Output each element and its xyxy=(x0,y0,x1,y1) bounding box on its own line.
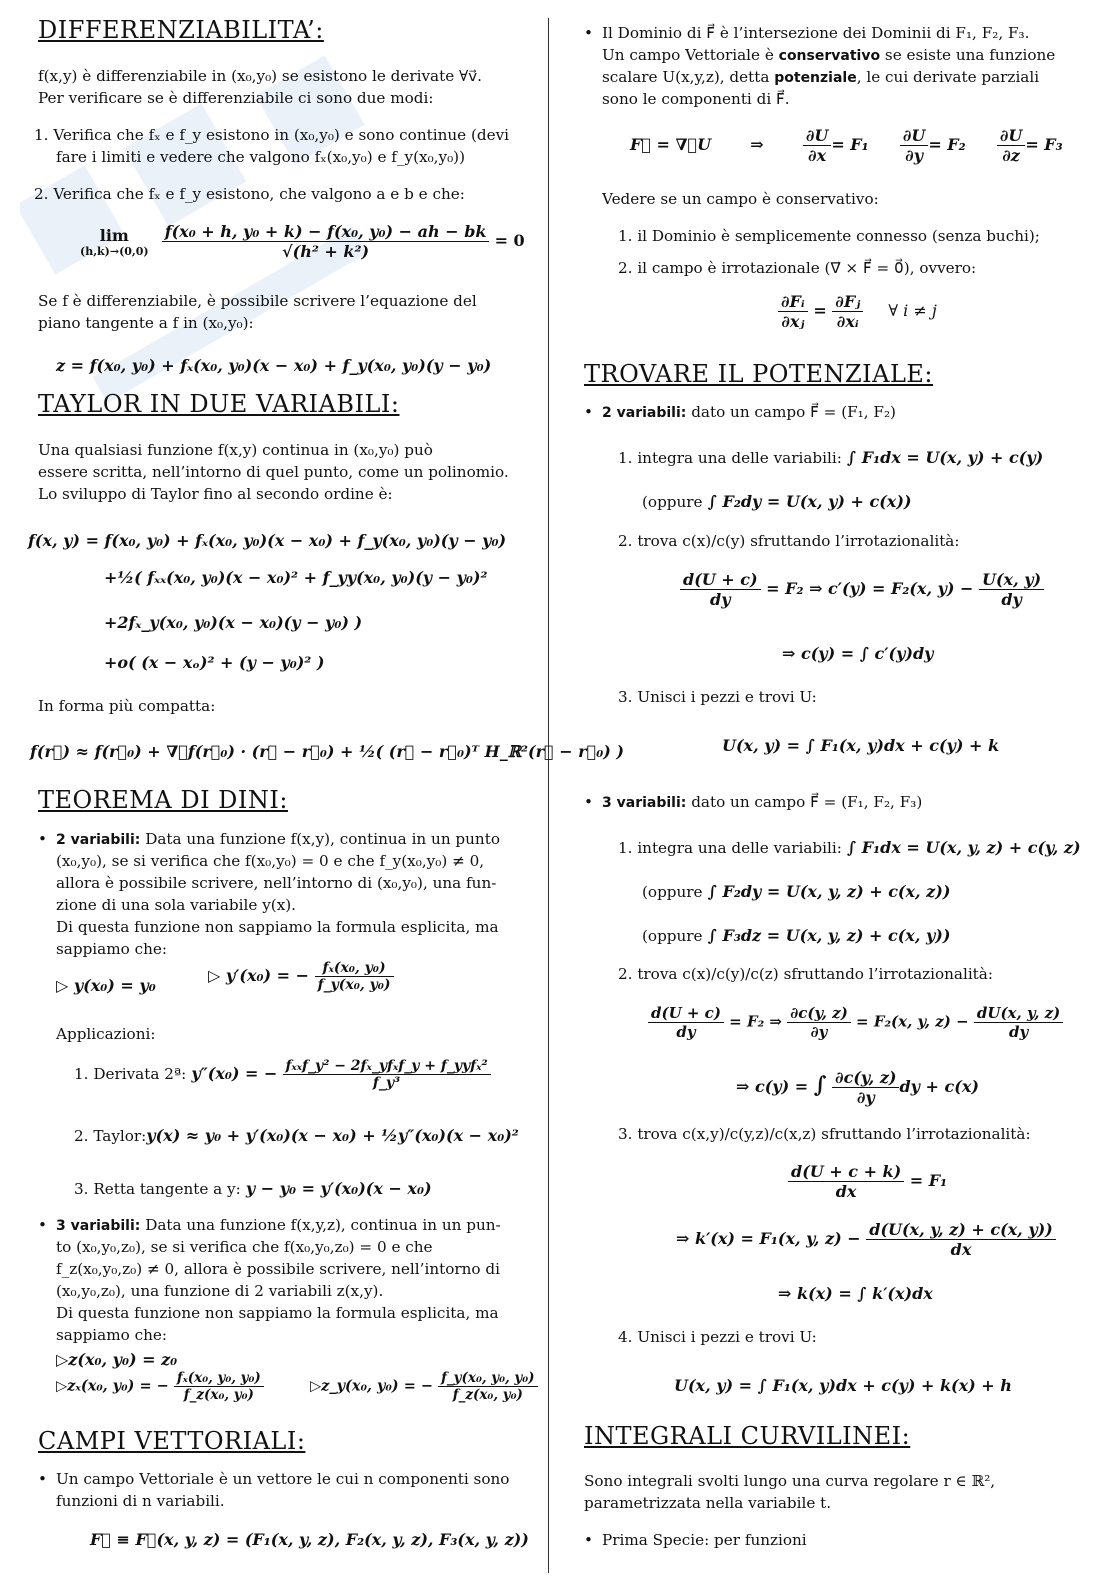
dini3-line-4: (x₀,y₀,z₀), una funzione di 2 variabili z(x,y). xyxy=(56,1282,384,1300)
app-1: 1. Derivata 2ª: y″(x₀) = − $\frac{\text{fₓₓf\_y² − 2fₓ\_yfₓf\_y + f\_yyfₓ²}}{\text{f\_y³}}$ xyxy=(74,1058,491,1091)
pot3-title: • 3 variabili: dato un campo F⃗ = (F₁, F₂, F₃) xyxy=(584,793,923,811)
pot3-step-4-formula: U(x, y) = ∫ F₁(x, y)dx + c(y) + k(x) + h xyxy=(674,1376,1012,1395)
tangent-plane-formula: z = f(x₀, y₀) + fₓ(x₀, y₀)(x − x₀) + f_y(x₀, y₀)(y − y₀) xyxy=(56,356,492,375)
campi-line-2: funzioni di n variabili. xyxy=(56,1492,225,1510)
diff-limit-formula xyxy=(80,222,525,261)
heading-integrali-curvilinei: INTEGRALI CURVILINEI: xyxy=(584,1422,911,1450)
pot3-step-4: 4. Unisci i pezzi e trovi U: xyxy=(618,1328,817,1346)
pot3-step-1: 1. integra una delle variabili: ∫ F₁dx = U(x, y, z) + c(y, z) xyxy=(618,838,1081,857)
taylor-text-4: In forma più compatta: xyxy=(38,697,216,715)
taylor-line-1: f(x, y) = f(x₀, y₀) + fₓ(x₀, y₀)(x − x₀) + f_y(x₀, y₀)(y − y₀) xyxy=(28,531,507,550)
diff-item-2: 2. Verifica che fₓ e f_y esistono, che valgono a e b e che: xyxy=(34,185,465,203)
diff-text-3b: piano tangente a f in (x₀,y₀): xyxy=(38,314,254,332)
dini2-line-2: (x₀,y₀), se si verifica che f(x₀,y₀) = 0 e che f_y(x₀,y₀) ≠ 0, xyxy=(56,852,485,870)
cons-item-2: 2. il campo è irrotazionale (∇⃗ × F⃗ = 0⃗), ovvero: xyxy=(618,259,977,277)
taylor-text-1: Una qualsiasi funzione f(x,y) continua in (x₀,y₀) può xyxy=(38,441,433,459)
dini2-line-6: sappiamo che: xyxy=(56,940,167,958)
dini2-line-5: Di questa funzione non sappiamo la formula esplicita, ma xyxy=(56,918,499,936)
diff-text-2: Per verificare se è differenziabile ci sono due modi: xyxy=(38,89,434,107)
pot3-step-2b: ⇒ c(y) = ∫ $\frac{\partial c(y, z)}{\partial y}$ dy + c(x) xyxy=(736,1068,979,1107)
taylor-compact-formula: f(r⃗) ≈ f(r⃗₀) + ∇⃗f(r⃗₀) · (r⃗ − r⃗₀) + ½( (r⃗ − r⃗₀)ᵀ H_ℝ²(r⃗ − r⃗₀) ) xyxy=(30,742,624,761)
lim-rhs: = 0 xyxy=(494,231,525,250)
pot2-title: • 2 variabili: dato un campo F⃗ = (F₁, F₂) xyxy=(584,403,896,421)
pot3-step-3b: ⇒ k′(x) = F₁(x, y, z) − $\frac{d(U(x, y, z) + c(x, y))}{dx}$ xyxy=(676,1220,1056,1259)
dini2-line-4: zione di una sola variabile y(x). xyxy=(56,896,297,914)
int-line-2: parametrizzata nella variabile t. xyxy=(584,1494,832,1512)
heading-campi-vettoriali: CAMPI VETTORIALI: xyxy=(38,1427,306,1455)
dini2-formula-1: ▷ y(x₀) = y₀ xyxy=(56,976,156,995)
campi-formula: F⃗ ≡ F⃗(x, y, z) = (F₁(x, y, z), F₂(x, y, z), F₃(x, y, z)) xyxy=(90,1530,529,1549)
pot3-step-2: 2. trova c(x)/c(y)/c(z) sfruttando l’irrotazionalità: xyxy=(618,965,993,983)
pot3-step-3-formula: $\frac{d(U + c + k)}{dx}$ = F₁ xyxy=(788,1162,947,1201)
pot2-step-2b: ⇒ c(y) = ∫ c′(y)dy xyxy=(782,644,934,663)
pot2-step-1b: (oppure ∫ F₂dy = U(x, y) + c(x)) xyxy=(642,492,912,511)
app-2: 2. Taylor:y(x) ≈ y₀ + y′(x₀)(x − x₀) + ½y″(x₀)(x − x₀)² xyxy=(74,1126,519,1145)
applicazioni-label: Applicazioni: xyxy=(56,1025,156,1043)
heading-differenziabilita: DIFFERENZIABILITA’: xyxy=(38,16,324,44)
dini3-formula-1: ▷z(x₀, y₀) = z₀ xyxy=(56,1350,178,1369)
dom-line-2: Un campo Vettoriale è conservativo se esiste una funzione xyxy=(602,46,1056,64)
cons-item-1: 1. il Dominio è semplicemente connesso (senza buchi); xyxy=(618,227,1040,245)
column-divider xyxy=(548,18,549,1573)
cons-title: Vedere se un campo è conservativo: xyxy=(602,190,879,208)
diff-item-1a: 1. Verifica che fₓ e f_y esistono in (x₀,y₀) e sono continue (devi xyxy=(34,126,510,144)
dom-line-3: scalare U(x,y,z), detta potenziale, le cui derivate parziali xyxy=(602,68,1040,86)
pot2-step-1: 1. integra una delle variabili: ∫ F₁dx = U(x, y) + c(y) xyxy=(618,448,1044,467)
lim-denominator: √(h² + k²) xyxy=(282,242,370,261)
lim-label: lim xyxy=(99,225,129,245)
dini3-line-2: to (x₀,y₀,z₀), se si verifica che f(x₀,y₀,z₀) = 0 e che xyxy=(56,1238,433,1256)
pot2-step-2-formula: $\frac{d(U + c)}{dy}$ = F₂ ⇒ c′(y) = F₂(x, y) − $\frac{U(x, y)}{dy}$ xyxy=(680,570,1044,609)
pot2-step-3-formula: U(x, y) = ∫ F₁(x, y)dx + c(y) + k xyxy=(722,736,1000,755)
heading-potenziale: TROVARE IL POTENZIALE: xyxy=(584,360,934,388)
lim-numerator: f(x₀ + h, y₀ + k) − f(x₀, y₀) − ah − bk xyxy=(162,222,490,242)
dom-line-1: • Il Dominio di F⃗ è l’intersezione dei Dominii di F₁, F₂, F₃. xyxy=(584,24,1030,42)
dom-line-4: sono le componenti di F⃗. xyxy=(602,90,790,108)
pot3-step-3: 3. trova c(x,y)/c(y,z)/c(x,z) sfruttando l’irrotazionalità: xyxy=(618,1125,1031,1143)
pot3-step-1c: (oppure ∫ F₃dz = U(x, y, z) + c(x, y)) xyxy=(642,926,951,945)
dini3-line-6: sappiamo che: xyxy=(56,1326,167,1344)
pot2-step-3: 3. Unisci i pezzi e trovi U: xyxy=(618,688,817,706)
int-bullet-1: • Prima Specie: per funzioni xyxy=(584,1531,807,1549)
heading-taylor: TAYLOR IN DUE VARIABILI: xyxy=(38,390,400,418)
dini3-line-5: Di questa funzione non sappiamo la formula esplicita, ma xyxy=(56,1304,499,1322)
diff-text-3a: Se f è differenziabile, è possibile scrivere l’equazione del xyxy=(38,292,477,310)
dini2-line-3: allora è possibile scrivere, nell’intorno di (x₀,y₀), una fun- xyxy=(56,874,497,892)
diff-item-1b: fare i limiti e vedere che valgono fₓ(x₀,y₀) e f_y(x₀,y₀)) xyxy=(56,148,466,166)
dini3-line-1: • 3 variabili: Data una funzione f(x,y,z), continua in un pun- xyxy=(38,1216,501,1234)
lim-sub: (h,k)→(0,0) xyxy=(80,244,149,258)
taylor-line-2: +½( fₓₓ(x₀, y₀)(x − x₀)² + f_yy(x₀, y₀)(y − y₀)² xyxy=(104,568,488,587)
taylor-text-3: Lo sviluppo di Taylor fino al secondo ordine è: xyxy=(38,485,393,503)
dini2-line-1: • 2 variabili: Data una funzione f(x,y), continua in un punto xyxy=(38,830,500,848)
pot3-step-2-formula: $\frac{d(U + c)}{dy}$ = F₂ ⇒ $\frac{\partial c(y, z)}{\partial y}$ = F₂(x, y, z) − $\frac{dU(x, y, z)}{dy}$ xyxy=(648,1004,1063,1041)
diff-text-1: f(x,y) è differenziabile in (x₀,y₀) se esistono le derivate ∀v⃗. xyxy=(38,67,483,85)
taylor-line-3: +2fₓ_y(x₀, y₀)(x − x₀)(y − y₀) ) xyxy=(104,613,363,632)
heading-dini: TEOREMA DI DINI: xyxy=(38,786,288,814)
app-3: 3. Retta tangente a y: y − y₀ = y′(x₀)(x − x₀) xyxy=(74,1179,432,1198)
taylor-line-4: +o( (x − xₒ)² + (y − y₀)² ) xyxy=(104,653,325,672)
pot3-step-1b: (oppure ∫ F₂dy = U(x, y, z) + c(x, z)) xyxy=(642,882,951,901)
int-line-1: Sono integrali svolti lungo una curva regolare r ∈ ℝ², xyxy=(584,1472,996,1490)
pot2-step-2: 2. trova c(x)/c(y) sfruttando l’irrotazionalità: xyxy=(618,532,960,550)
taylor-text-2: essere scritta, nell’intorno di quel punto, come un polinomio. xyxy=(38,463,509,481)
campi-line-1: • Un campo Vettoriale è un vettore le cui n componenti sono xyxy=(38,1470,510,1488)
pot3-step-3c: ⇒ k(x) = ∫ k′(x)dx xyxy=(778,1284,933,1303)
lim-fraction xyxy=(162,222,490,261)
gradient-formula: F⃗ = ∇⃗U ⇒ $\frac{\partial U}{\partial x}$ = F₁ $\frac{\partial U}{\partial y}$ = F₂ $\frac{\partial U}{\partial z}$ = F₃ xyxy=(630,126,1063,165)
dini3-formula-2: ▷zₓ(x₀, y₀) = − $\frac{\text{fₓ(x₀, y₀, y₀)}}{\text{f\_z(x₀, y₀)}}$ xyxy=(56,1370,264,1403)
dini2-formula-2: ▷ y′(x₀) = − $\frac{\text{fₓ(x₀, y₀)}}{\text{f\_y(x₀, y₀)}}$ xyxy=(208,960,394,993)
dini3-formula-3: ▷z_y(x₀, y₀) = − $\frac{\text{f\_y(x₀, y₀, y₀)}}{\text{f\_z(x₀, y₀)}}$ xyxy=(310,1370,538,1403)
irrotational-formula: $\frac{\text{∂Fᵢ}}{\text{∂xⱼ}}$ = $\frac{\text{∂Fⱼ}}{\text{∂xᵢ}}$ ∀ i ≠ j xyxy=(778,292,937,331)
dini3-line-3: f_z(x₀,y₀,z₀) ≠ 0, allora è possibile scrivere, nell’intorno di xyxy=(56,1260,500,1278)
